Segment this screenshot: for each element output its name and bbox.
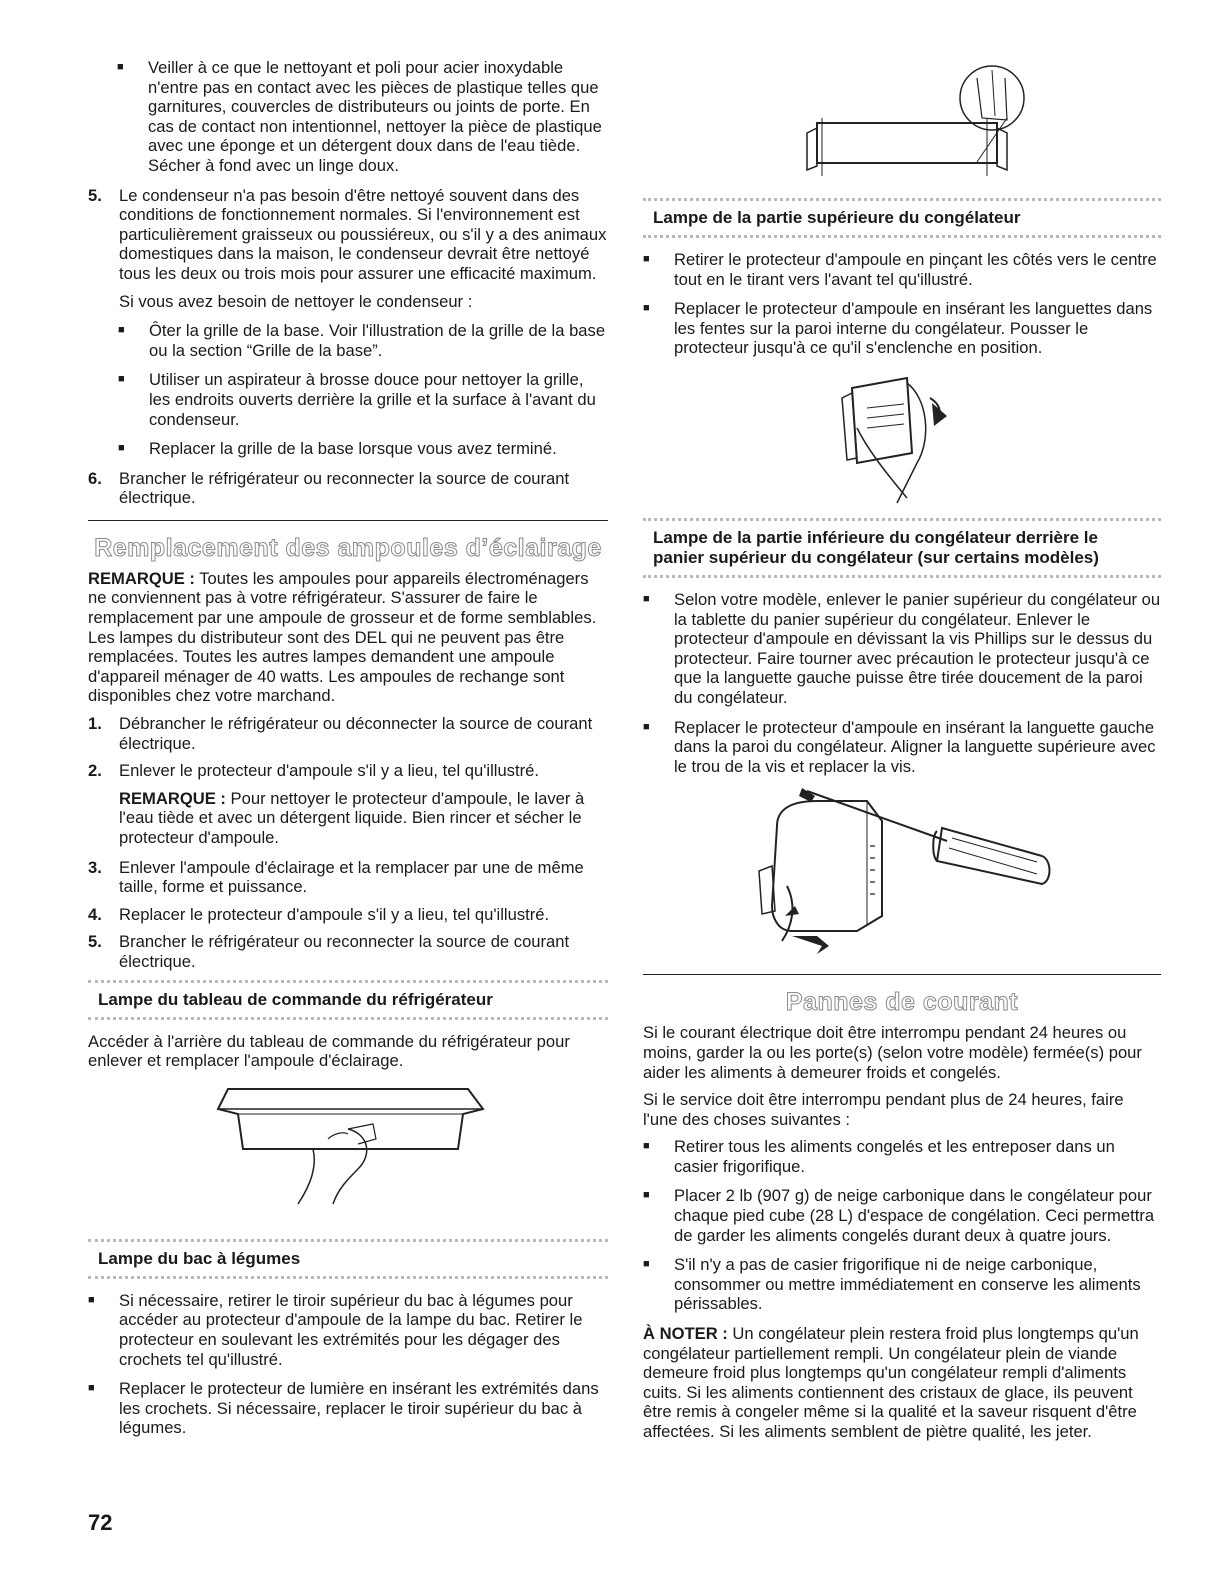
step-1 bbox=[88, 714, 608, 753]
freezer-hand-illustration bbox=[812, 368, 992, 508]
step-4 bbox=[88, 905, 608, 925]
outage-bullet: ■ Placer 2 lb (907 g) de neige carbonique dans le congélateur pour chaque pied cube (28 L) d'espace de congélation. Ceci permettra de garder les aliments congelés durant deux à quatre jours. bbox=[643, 1186, 1161, 1245]
remarque-label: REMARQUE : bbox=[88, 568, 195, 588]
freezer-top-lamp-illustration bbox=[777, 58, 1027, 188]
step-3 bbox=[88, 858, 608, 897]
step-number: 2. bbox=[88, 761, 102, 781]
step-text: Le condenseur n'a pas besoin d'être nettoyé souvent dans des conditions de fonctionnement normales. Si l'environnement est particulièrement graisseux ou poussiéreux, ou s'il y a des animaux domestiques dans la maison, le condenseur devrait être nettoyé tous les deux ou trois mois pour assurer une efficacité maximum. bbox=[119, 185, 607, 283]
subhead-control-panel-lamp: Lampe du tableau de commande du réfrigérateur bbox=[88, 980, 608, 1020]
step-text: Débrancher le réfrigérateur ou déconnecter la source de courant électrique. bbox=[119, 714, 593, 753]
step-text: Replacer le protecteur d'ampoule s'il y a lieu, tel qu'illustré. bbox=[119, 904, 550, 924]
note-label: À NOTER : bbox=[643, 1324, 728, 1344]
note-paragraph bbox=[643, 1324, 1161, 1442]
step-2 bbox=[88, 761, 608, 781]
step-text: Brancher le réfrigérateur ou reconnecter la source de courant électrique. bbox=[119, 468, 570, 508]
right-column bbox=[643, 58, 1161, 1450]
section-title-power-outage: Pannes de courant bbox=[785, 988, 1019, 1017]
step-number: 6. bbox=[88, 468, 102, 488]
sub-bullet: ■ Utiliser un aspirateur à brosse douce pour nettoyer la grille, les endroits ouverts derrière la grille et la surface à l'avant du condenseur. bbox=[88, 370, 608, 429]
step-5b bbox=[88, 932, 608, 971]
step-number: 5. bbox=[88, 185, 102, 205]
step-number: 3. bbox=[88, 857, 102, 877]
freezer-bottom-bullet: ■ Replacer le protecteur d'ampoule en insérant la languette gauche dans la paroi du congélateur. Aligner la languette supérieure avec le trou de la vis et replacer la vis. bbox=[643, 718, 1161, 777]
step-5 bbox=[88, 186, 608, 284]
control-panel-illustration bbox=[198, 1079, 498, 1229]
step-number: 5. bbox=[88, 932, 102, 952]
step-6 bbox=[88, 469, 608, 508]
section-divider bbox=[88, 520, 608, 521]
outage-bullet: ■ S'il n'y a pas de casier frigorifique ni de neige carbonique, consommer ou mettre immédiatement en conserve les aliments périssables. bbox=[643, 1255, 1161, 1314]
freezer-top-bullet: ■ Replacer le protecteur d'ampoule en insérant les languettes dans les fentes sur la paroi interne du congélateur. Pousser le protecteur jusqu'à ce qu'il s'enclenche en position. bbox=[643, 299, 1161, 358]
remarque-text: Toutes les ampoules pour appareils électroménagers ne conviennent pas à votre réfrigérateur. S'assurer de faire le remplacement par une ampoule de grosseur et de forme semblables. Les lampes du distributeur sont des DEL qui ne peuvent pas être remplacées. Toutes les autres lampes demandent une ampoule d'appareil ménager de 40 watts. Les ampoules de rechange sont disponibles chez votre marchand. bbox=[88, 568, 597, 706]
step-text: Enlever le protecteur d'ampoule s'il y a lieu, tel qu'illustré. bbox=[119, 761, 539, 781]
subhead-crisper-lamp: Lampe du bac à légumes bbox=[88, 1239, 608, 1279]
remarque-paragraph bbox=[88, 569, 608, 706]
outage-paragraph-2: Si le service doit être interrompu pendant plus de 24 heures, faire l'une des choses suivantes : bbox=[643, 1090, 1124, 1129]
step-text: Brancher le réfrigérateur ou reconnecter la source de courant électrique. bbox=[119, 932, 570, 971]
section-divider bbox=[643, 974, 1161, 975]
left-column bbox=[88, 58, 608, 1448]
note-text: Pour nettoyer le protecteur d'ampoule, le laver à l'eau tiède et avec un détergent liquide. Bien rincer et sécher le protecteur d'ampoule. bbox=[119, 788, 585, 847]
note-text: Un congélateur plein restera froid plus longtemps qu'un congélateur partiellement rempli. Un congélateur plein de viande demeure froid plus longtemps qu'un congélateur rempli d'aliments cuits. Si les aliments contiennent des cristaux de glace, ils peuvent être remis à congeler même si la qualité et la saveur risquent d'être affectées. Si les aliments semblent de piètre qualité, les jeter. bbox=[643, 1324, 1139, 1441]
outage-paragraph-1: Si le courant électrique doit être interrompu pendant 24 heures ou moins, garder la ou les porte(s) (selon votre modèle) fermée(s) pour aider les aliments à demeurer froids et congelés. bbox=[643, 1023, 1142, 1082]
outage-bullet: ■ Retirer tous les aliments congelés et les entreposer dans un casier frigorifique. bbox=[643, 1137, 1161, 1176]
screwdriver-lamp-cover-illustration bbox=[737, 786, 1067, 956]
sub-bullet: ■ Replacer la grille de la base lorsque vous avez terminé. bbox=[88, 439, 608, 459]
freezer-top-bullet: ■ Retirer le protecteur d'ampoule en pinçant les côtés vers le centre tout en le tirant vers l'avant tel qu'illustré. bbox=[643, 250, 1161, 289]
section-title-bulbs: Remplacement des ampoules d’éclairage bbox=[94, 533, 602, 562]
sub-bullet: ■ Ôter la grille de la base. Voir l'illustration de la grille de la base ou la section “Grille de la base”. bbox=[88, 321, 608, 360]
step-number: 1. bbox=[88, 714, 102, 734]
subhead-freezer-top-lamp: Lampe de la partie supérieure du congélateur bbox=[643, 198, 1161, 238]
step-2-note bbox=[88, 789, 608, 848]
remarque-label: REMARQUE : bbox=[119, 788, 226, 808]
condenser-note: Si vous avez besoin de nettoyer le condenseur : bbox=[119, 291, 473, 311]
step-text: Enlever l'ampoule d'éclairage et la remplacer par une de même taille, forme et puissance. bbox=[119, 857, 584, 897]
stainless-warning-bullet: ■ Veiller à ce que le nettoyant et poli pour acier inoxydable n'entre pas en contact avec les pièces de plastique telles que garnitures, couvercles de distributeurs ou joints de porte. En cas de contact non intentionnel, nettoyer la pièce de plastique avec une éponge et un détergent doux dans de l'eau tiède. Sécher à fond avec un linge doux. bbox=[88, 58, 608, 176]
control-panel-text: Accéder à l'arrière du tableau de commande du réfrigérateur pour enlever et remplacer l'ampoule d'éclairage. bbox=[88, 1031, 570, 1071]
crisper-bullet: ■ Si nécessaire, retirer le tiroir supérieur du bac à légumes pour accéder au protecteur d'ampoule de la lampe du bac. Retirer le protecteur en soulevant les extrémités pour les dégager des crochets tel qu'illustré. bbox=[88, 1291, 608, 1369]
subhead-freezer-bottom-lamp: Lampe de la partie inférieure du congélateur derrière le panier supérieur du congélateur (sur certains modèles) bbox=[643, 518, 1161, 578]
freezer-bottom-bullet: ■ Selon votre modèle, enlever le panier supérieur du congélateur ou la tablette du panier supérieur du congélateur. Enlever le protecteur d'ampoule en dévissant la vis Phillips sur le dessus du protecteur. Faire tourner avec précaution le protecteur jusqu'à ce que la languette gauche puisse être tirée doucement de la paroi du congélateur. bbox=[643, 590, 1161, 708]
step-number: 4. bbox=[88, 904, 102, 924]
page-number: 72 bbox=[88, 1510, 113, 1535]
crisper-bullet: ■ Replacer le protecteur de lumière en insérant les extrémités dans les crochets. Si nécessaire, replacer le tiroir supérieur du bac à légumes. bbox=[88, 1379, 608, 1438]
